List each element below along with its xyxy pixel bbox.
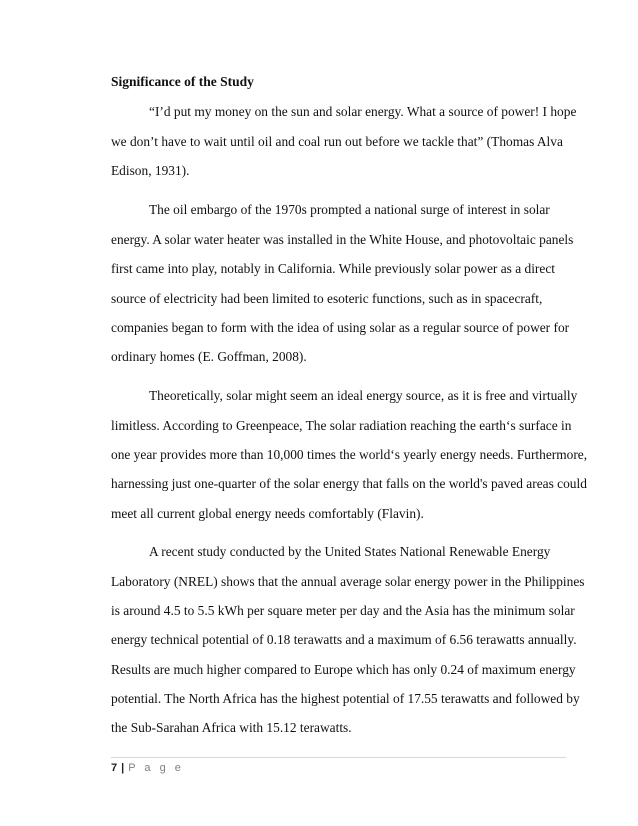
paragraph-line: Results are much higher compared to Europe which has only 0.24 of maximum energy xyxy=(111,662,576,677)
footer-separator: | xyxy=(121,762,125,774)
paragraph-line: Edison, 1931). xyxy=(111,163,190,178)
page-number: 7 xyxy=(111,762,118,774)
paragraph-line: Laboratory (NREL) shows that the annual average solar energy power in the Philippines xyxy=(111,574,585,589)
paragraph-line: The oil embargo of the 1970s prompted a national surge of interest in solar xyxy=(149,202,550,217)
paragraph-line: potential. The North Africa has the highest potential of 17.55 terawatts and followed by xyxy=(111,691,580,706)
paragraph-line: energy. A solar water heater was installed in the White House, and photovoltaic panels xyxy=(111,232,574,247)
paragraph-line: energy technical potential of 0.18 terawatts and a maximum of 6.56 terawatts annually. xyxy=(111,632,577,647)
paragraph-line: Theoretically, solar might seem an ideal energy source, as it is free and virtually xyxy=(149,388,578,403)
paragraph-line: we don’t have to wait until oil and coal run out before we tackle that” (Thomas Alva xyxy=(111,134,563,149)
paragraph-line: is around 4.5 to 5.5 kWh per square meter per day and the Asia has the minimum solar xyxy=(111,603,575,618)
page-footer xyxy=(111,762,184,774)
paragraph-line: A recent study conducted by the United States National Renewable Energy xyxy=(149,544,551,559)
paragraph-line: the Sub-Sarahan Africa with 15.12 terawatts. xyxy=(111,720,352,735)
page-label: P a g e xyxy=(128,762,184,774)
paragraph-line: meet all current global energy needs comfortably (Flavin). xyxy=(111,506,424,521)
paragraph-line: companies began to form with the idea of using solar as a regular source of power for xyxy=(111,320,570,335)
paragraph-line: first came into play, notably in California. While previously solar power as a direct xyxy=(111,261,555,276)
paragraph-line: “I’d put my money on the sun and solar energy. What a source of power! I hope xyxy=(149,104,577,119)
paragraph-line: source of electricity had been limited to esoteric functions, such as in spacecraft, xyxy=(111,291,543,306)
footer-divider xyxy=(111,757,566,758)
section-heading: Significance of the Study xyxy=(111,74,254,89)
paragraph-line: ordinary homes (E. Goffman, 2008). xyxy=(111,349,307,364)
paragraph-line: harnessing just one-quarter of the solar energy that falls on the world's paved areas could xyxy=(111,476,587,491)
paragraph-line: one year provides more than 10,000 times the world‘s yearly energy needs. Furthermore, xyxy=(111,447,588,462)
paragraph-line: limitless. According to Greenpeace, The solar radiation reaching the earth‘s surface in xyxy=(111,418,572,433)
